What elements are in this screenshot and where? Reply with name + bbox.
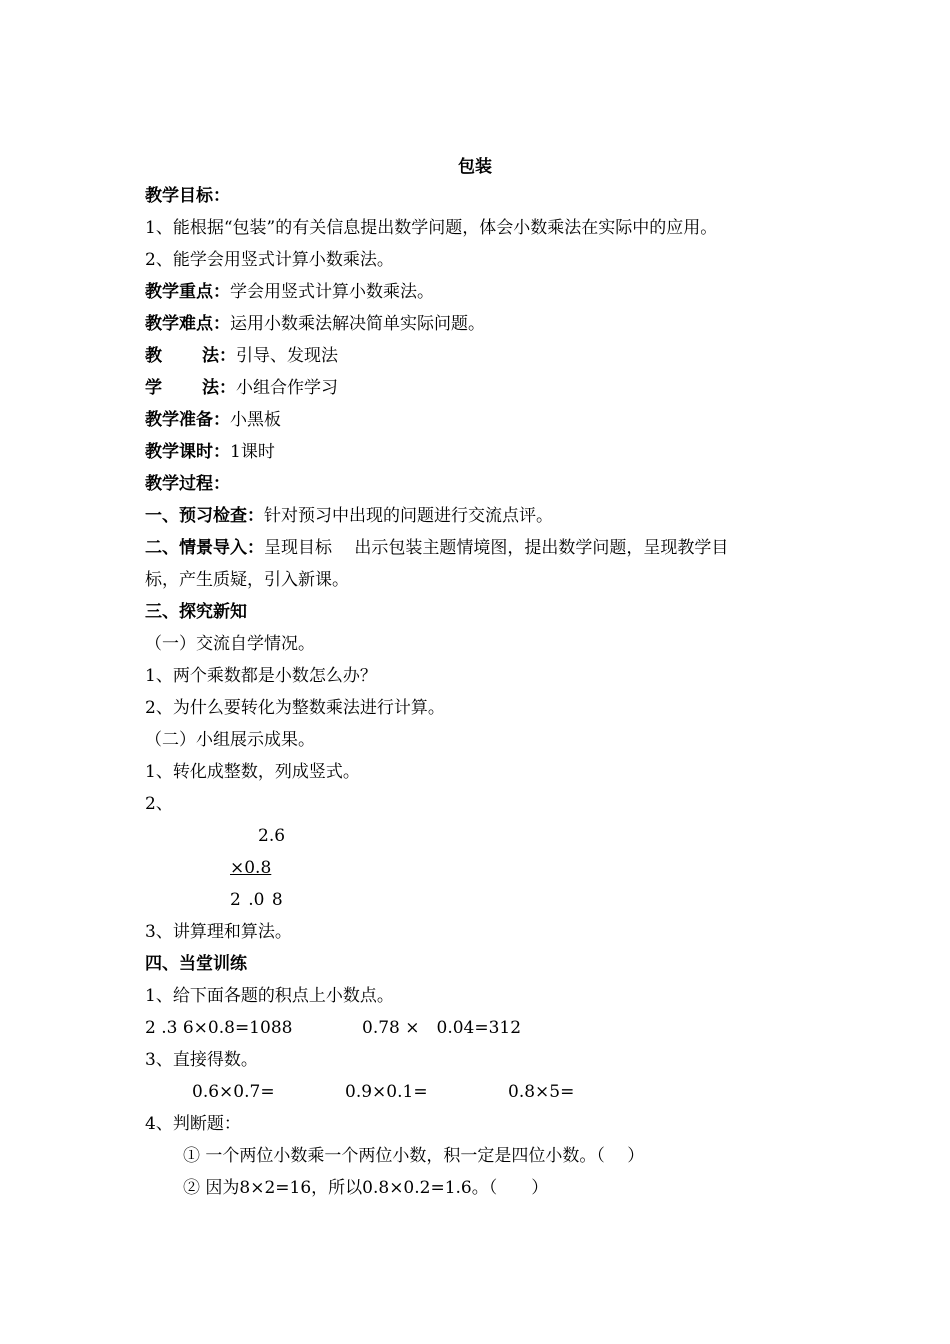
prep-text: 小黑板: [230, 410, 281, 430]
task-2b: 0.78 × 0.04=312: [362, 1018, 522, 1038]
task-3b: 0.9×0.1=: [345, 1082, 428, 1102]
objective-1: 1、能根据“包装”的有关信息提出数学问题，体会小数乘法在实际中的应用。: [145, 218, 718, 238]
task-3: 3、直接得数。: [145, 1050, 258, 1070]
learn-method-row: [145, 377, 338, 399]
prep-row: [145, 409, 281, 431]
task-4: 4、判断题：: [145, 1114, 241, 1134]
task-3c: 0.8×5=: [508, 1082, 575, 1102]
calc-result: 2 .0 8: [230, 890, 283, 910]
question-2: 2、为什么要转化为整数乘法进行计算。: [145, 698, 445, 718]
difficulty-label: 教学难点：: [145, 314, 230, 334]
step1-label: 一、预习检查：: [145, 506, 264, 526]
step4-heading: 四、当堂训练: [145, 954, 247, 974]
hours-row: [145, 441, 275, 463]
task-1: 1、给下面各题的积点上小数点。: [145, 986, 394, 1006]
calc-top: 2.6: [258, 826, 286, 846]
difficulty-row: [145, 313, 485, 335]
difficulty-text: 运用小数乘法解决简单实际问题。: [230, 314, 485, 334]
step1-text: 针对预习中出现的问题进行交流点评。: [264, 506, 553, 526]
task-3a: 0.6×0.7=: [192, 1082, 275, 1102]
process-heading: 教学过程：: [145, 474, 230, 494]
sub-heading-1: （一）交流自学情况。: [145, 634, 315, 654]
step-3: 3、讲算理和算法。: [145, 922, 292, 942]
key-point-text: 学会用竖式计算小数乘法。: [230, 282, 434, 302]
step2-label: 二、情景导入：: [145, 538, 264, 558]
step1-row: [145, 505, 553, 527]
step2-text: 呈现目标 出示包装主题情境图，提出数学问题，呈现教学目: [264, 538, 729, 558]
page-title: 包装: [458, 157, 492, 177]
step-2: 2、: [145, 794, 173, 814]
question-1: 1、两个乘数都是小数怎么办？: [145, 666, 377, 686]
teach-method-label-a: 教: [145, 346, 162, 366]
prep-label: 教学准备：: [145, 410, 230, 430]
step-1: 1、转化成整数，列成竖式。: [145, 762, 360, 782]
judge-1: ① 一个两位小数乘一个两位小数，积一定是四位小数。（ ）: [183, 1146, 645, 1166]
key-point-label: 教学重点：: [145, 282, 230, 302]
learn-method-text: 小组合作学习: [236, 378, 338, 398]
objectives-heading: 教学目标：: [145, 186, 230, 206]
step2-row: [145, 537, 728, 559]
teach-method-row: [145, 345, 338, 367]
teach-method-label-b: 法：: [202, 346, 236, 366]
step2-text-cont: 标，产生质疑，引入新课。: [145, 570, 349, 590]
learn-method-label-a: 学: [145, 378, 162, 398]
step3-heading: 三、探究新知: [145, 602, 247, 622]
hours-text: 1课时: [230, 442, 275, 462]
objective-2: 2、能学会用竖式计算小数乘法。: [145, 250, 394, 270]
sub-heading-2: （二）小组展示成果。: [145, 730, 315, 750]
calc-multiplier: ×0.8: [230, 858, 272, 878]
learn-method-label-b: 法：: [202, 378, 236, 398]
judge-2: ② 因为8×2=16，所以0.8×0.2=1.6。（ ）: [183, 1178, 549, 1198]
teach-method-text: 引导、发现法: [236, 346, 338, 366]
hours-label: 教学课时：: [145, 442, 230, 462]
key-point-row: [145, 281, 434, 303]
task-2a: 2 .3 6×0.8=1088: [145, 1018, 293, 1038]
